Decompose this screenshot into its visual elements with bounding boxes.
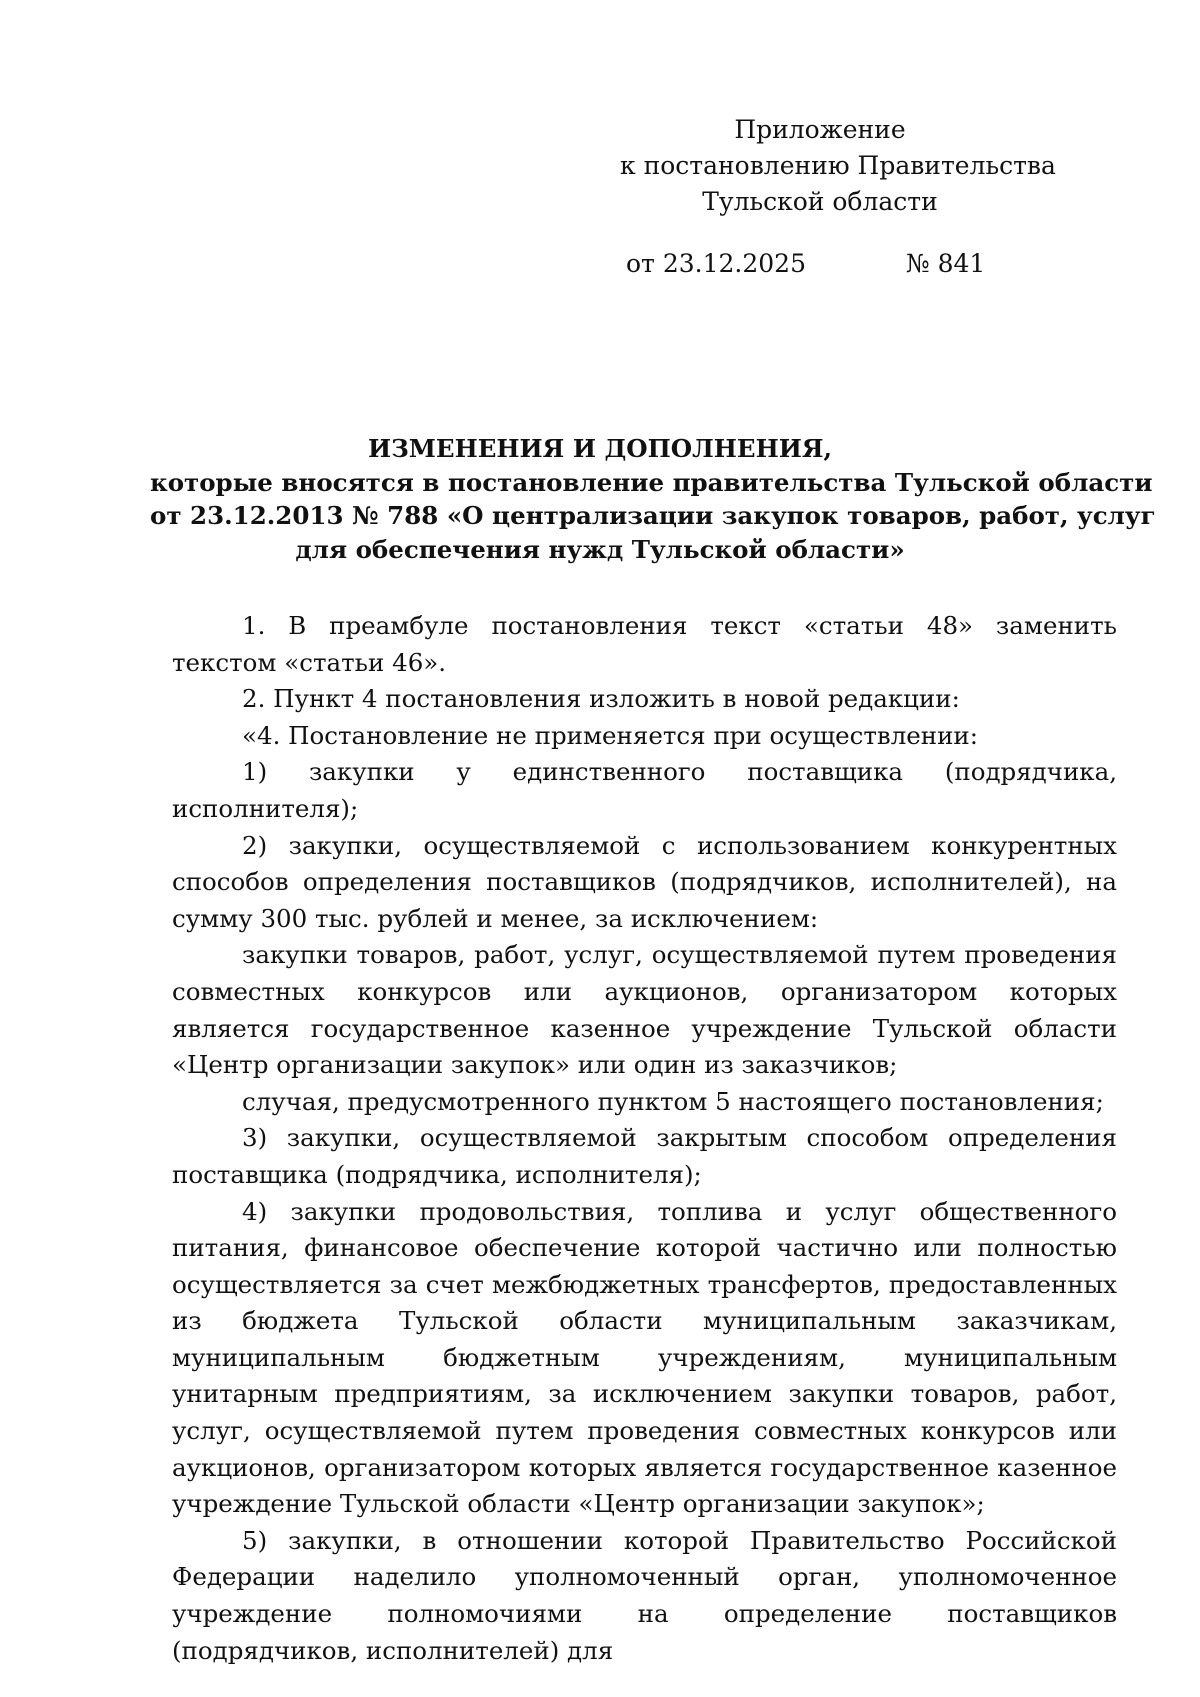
title-line-1: ИЗМЕНЕНИЯ И ДОПОЛНЕНИЯ, [367, 434, 833, 463]
appendix-header [620, 112, 1056, 220]
paragraph: случая, предусмотренного пунктом 5 настоящего постановления; [242, 1086, 1104, 1116]
title-line-4: для обеспечения нужд Тульской области» [295, 534, 905, 564]
paragraph: 5) закупки, в отношении которой Правительство Российской Федерации наделило уполномоченный орган, уполномоченное учреждение полномочиями на определение поставщиков (подрядчиков, исполнителей) для [172, 1525, 1117, 1665]
paragraph: 3) закупки, осуществляемой закрытым способом определения поставщика (подрядчика, исполнителя); [172, 1123, 1117, 1189]
order-date: от 23.12.2025 [626, 249, 806, 278]
paragraph: 1) закупки у единственного поставщика (подрядчика, исполнителя); [172, 757, 1117, 823]
document-title [150, 432, 1156, 566]
appendix-reference: к постановлению Правительства [620, 151, 1056, 180]
paragraph: 2. Пункт 4 постановления изложить в новой редакции: [242, 684, 960, 714]
appendix-region: Тульской области [702, 187, 938, 216]
order-number: № 841 [906, 249, 986, 278]
appendix-title: Приложение [734, 115, 906, 144]
paragraph: «4. Постановление не применяется при осуществлении: [242, 720, 979, 750]
paragraph: 2) закупки, осуществляемой с использованием конкурентных способов определения поставщиков (подрядчиков, исполнителей), на сумму 300 тыс. рублей и менее, за исключением: [172, 830, 1117, 933]
document-body [172, 608, 1117, 1669]
title-line-3: от 23.12.2013 № 788 «О централизации закупок товаров, работ, услуг [150, 501, 1156, 530]
paragraph: закупки товаров, работ, услуг, осуществляемой путем проведения совместных конкурсов или аукционов, организатором которых является государственное казенное учреждение Тульской области «Центр организации закупок» или один из заказчиков; [172, 940, 1117, 1080]
paragraph: 4) закупки продовольствия, топлива и услуг общественного питания, финансовое обеспечение которой частично или полностью осуществляется за счет межбюджетных трансфертов, предоставленных из бюджета Тульской области муниципальным заказчикам, муниципальным бюджетным учреждениям, муниципальным унитарным предприятиям, за исключением закупки товаров, работ, услуг, осуществляемой путем проведения совместных конкурсов или аукционов, организатором которых является государственное казенное учреждение Тульской области «Центр организации закупок»; [172, 1196, 1117, 1519]
paragraph: 1. В преамбуле постановления текст «статьи 48» заменить текстом «статьи 46». [172, 611, 1117, 677]
title-line-2: которые вносятся в постановление правительства Тульской области [150, 467, 1153, 497]
